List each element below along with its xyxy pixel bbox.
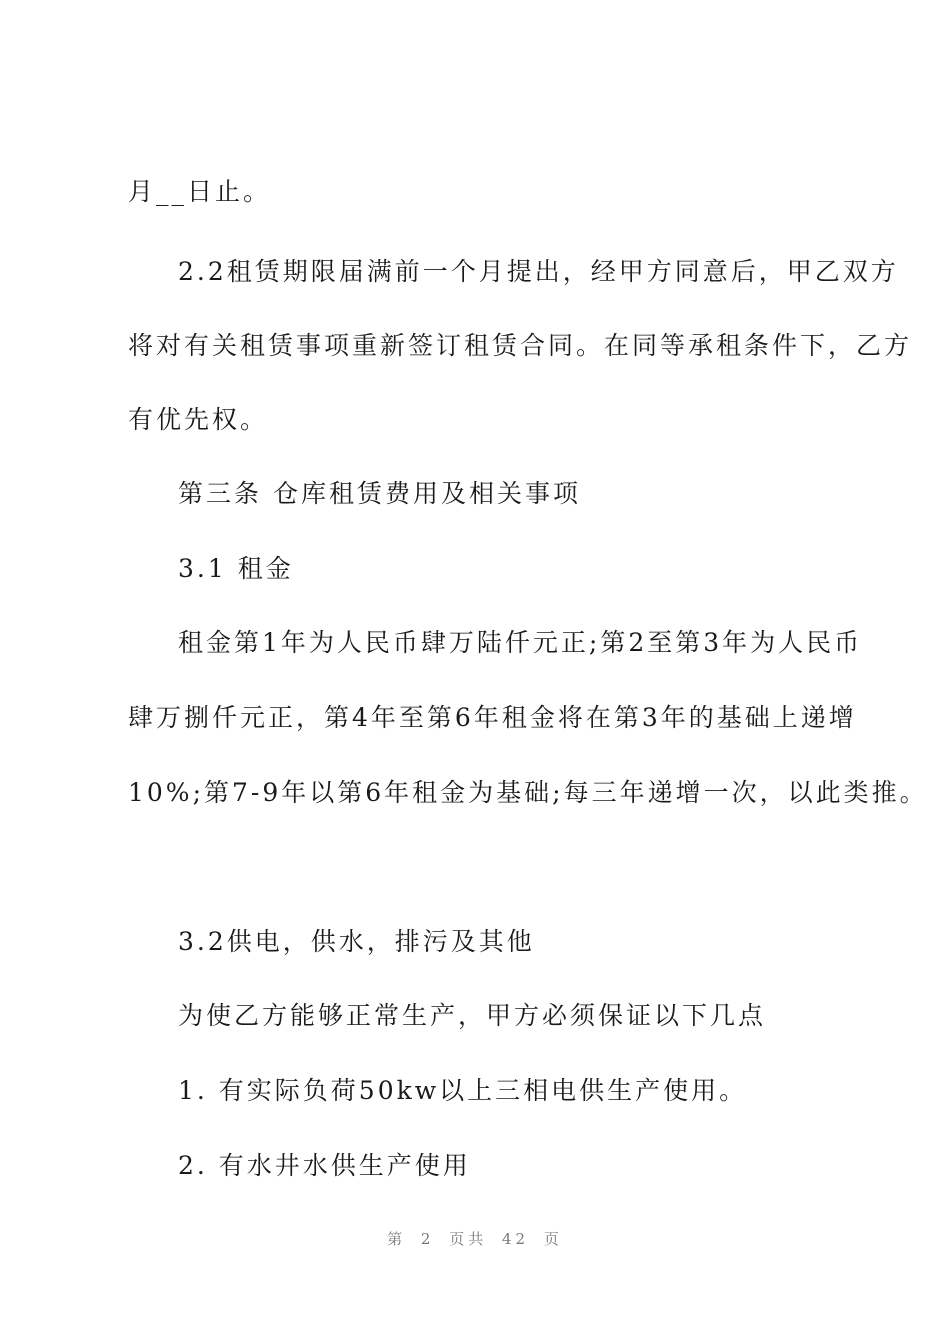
rent-paragraph-line-3: 10%;第7-9年以第6年租金为基础;每三年递增一次，以此类推。 bbox=[128, 778, 928, 807]
section-3-1-heading: 3.1 租金 bbox=[178, 554, 294, 583]
clause-2-2-line-2: 将对有关租赁事项重新签订租赁合同。在同等承租条件下，乙方 bbox=[128, 331, 913, 360]
list-item-1: 1. 有实际负荷50kw以上三相电供生产使用。 bbox=[178, 1076, 748, 1105]
page-number-footer: 第 2 页共 42 页 bbox=[387, 1230, 563, 1248]
clause-2-2-line-3: 有优先权。 bbox=[128, 405, 269, 434]
rent-paragraph-line-2: 肆万捌仟元正，第4年至第6年租金将在第3年的基础上递增 bbox=[128, 703, 857, 732]
clause-2-2-line-1: 2.2租赁期限届满前一个月提出，经甲方同意后，甲乙双方 bbox=[178, 257, 899, 286]
paragraph-line: 月__日止。 bbox=[128, 177, 272, 206]
section-3-2-intro: 为使乙方能够正常生产，甲方必须保证以下几点 bbox=[178, 1001, 767, 1030]
section-3-2-heading: 3.2供电，供水，排污及其他 bbox=[178, 927, 535, 956]
article-3-heading: 第三条 仓库租赁费用及相关事项 bbox=[178, 479, 581, 508]
rent-paragraph-line-1: 租金第1年为人民币肆万陆仟元正;第2至第3年为人民币 bbox=[178, 628, 863, 657]
list-item-2: 2. 有水井水供生产使用 bbox=[178, 1151, 471, 1180]
